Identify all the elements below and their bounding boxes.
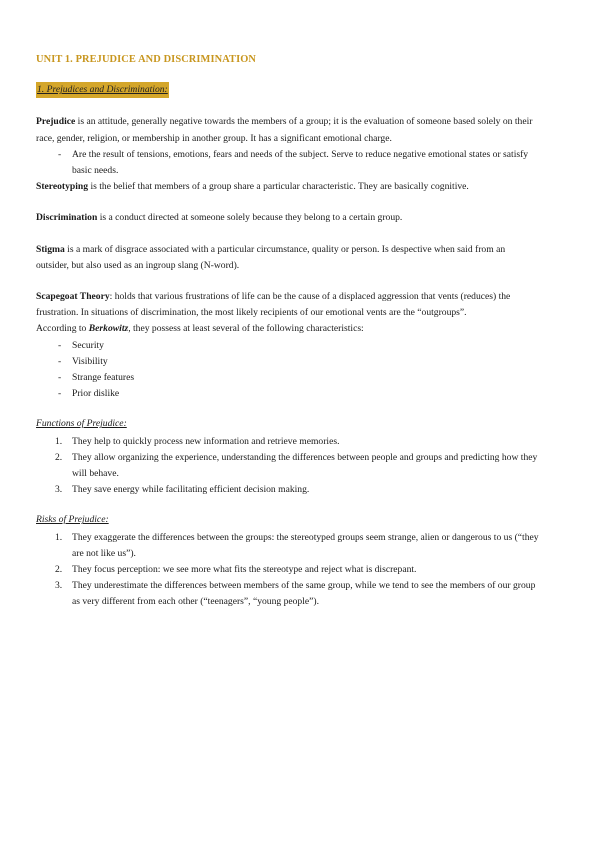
prejudice-paragraph [36,114,540,146]
item-number: 3. [55,484,63,496]
berkowitz-name: Berkowitz [88,323,129,335]
item-number: 3. [55,580,63,592]
list-item [55,434,540,450]
according-suffix: , they possess at least several of the following characteristics: [128,323,364,335]
berkowitz-line [36,321,540,337]
stereotyping-paragraph [36,179,540,195]
list-item [55,562,540,578]
list-item: - Strange features [64,370,540,386]
discrimination-definition: is a conduct directed at someone solely because they belong to a certain group. [97,212,403,224]
scapegoat-paragraph [36,289,540,321]
prejudice-bullet: - Are the result of tensions, emotions, fears and needs of the subject. Serve to reduce negative emotional states or satisfy basic needs. [64,147,540,179]
functions-heading: Functions of Prejudice: [36,418,127,430]
unit-title: UNIT 1. PREJUDICE AND DISCRIMINATION [36,54,257,65]
list-item [55,482,540,498]
section-heading: 1. Prejudices and Discrimination: [36,82,169,98]
risks-list [36,530,540,611]
stigma-term: Stigma [36,243,65,255]
according-prefix: According to [36,323,89,335]
scapegoat-term: Scapegoat Theory [36,291,110,303]
item-number: 1. [55,435,63,447]
list-item: - Prior dislike [64,386,540,402]
discrimination-term: Discrimination [36,212,98,224]
list-item [55,450,540,482]
list-item: - Security [64,338,540,354]
prejudice-bullets [36,147,540,179]
item-number: 2. [55,451,63,463]
risks-heading: Risks of Prejudice: [36,514,109,526]
prejudice-term: Prejudice [36,116,76,128]
stereotyping-definition: is the belief that members of a group share a particular characteristic. They are basically cognitive. [88,181,469,193]
item-text: They help to quickly process new information and retrieve memories. [72,435,340,447]
list-item: - Visibility [64,354,540,370]
item-text: They save energy while facilitating efficient decision making. [72,484,310,496]
item-text: They underestimate the differences between members of the same group, while we tend to see the members of our group as very different from each other (“teenagers”, “young people”). [72,580,536,608]
item-text: They allow organizing the experience, understanding the differences between people and groups and predicting how they will behave. [72,451,538,480]
item-number: 2. [55,564,63,576]
prejudice-definition: is an attitude, generally negative towards the members of a group; it is the evaluation of someone based solely on their race, gender, religion, or membership in another group. It has a significant emotional charge. [36,116,533,144]
item-text: They focus perception: we see more what fits the stereotype and reject what is discrepant. [72,564,417,576]
item-text: They exaggerate the differences between the groups: the stereotyped groups seem strange, alien or dangerous to us (“they are not like us”). [72,531,539,559]
stigma-paragraph [36,242,540,274]
scapegoat-definition: : holds that various frustrations of life can be the cause of a displaced aggression that vents (reduces) the frustration. In situations of discrimination, the most likely recipients of our emotional vents are the “outgroups”. [36,291,511,319]
stigma-definition: is a mark of disgrace associated with a particular circumstance, quality or person. Is despective when said from an outsider, but also used as an ingroup slang (N-word). [36,243,506,271]
functions-list [36,434,540,499]
characteristics-list [36,338,540,403]
list-item [55,530,540,562]
stereotyping-term: Stereotyping [36,181,89,193]
list-item [55,578,540,610]
discrimination-paragraph [36,210,540,226]
item-number: 1. [55,531,63,543]
